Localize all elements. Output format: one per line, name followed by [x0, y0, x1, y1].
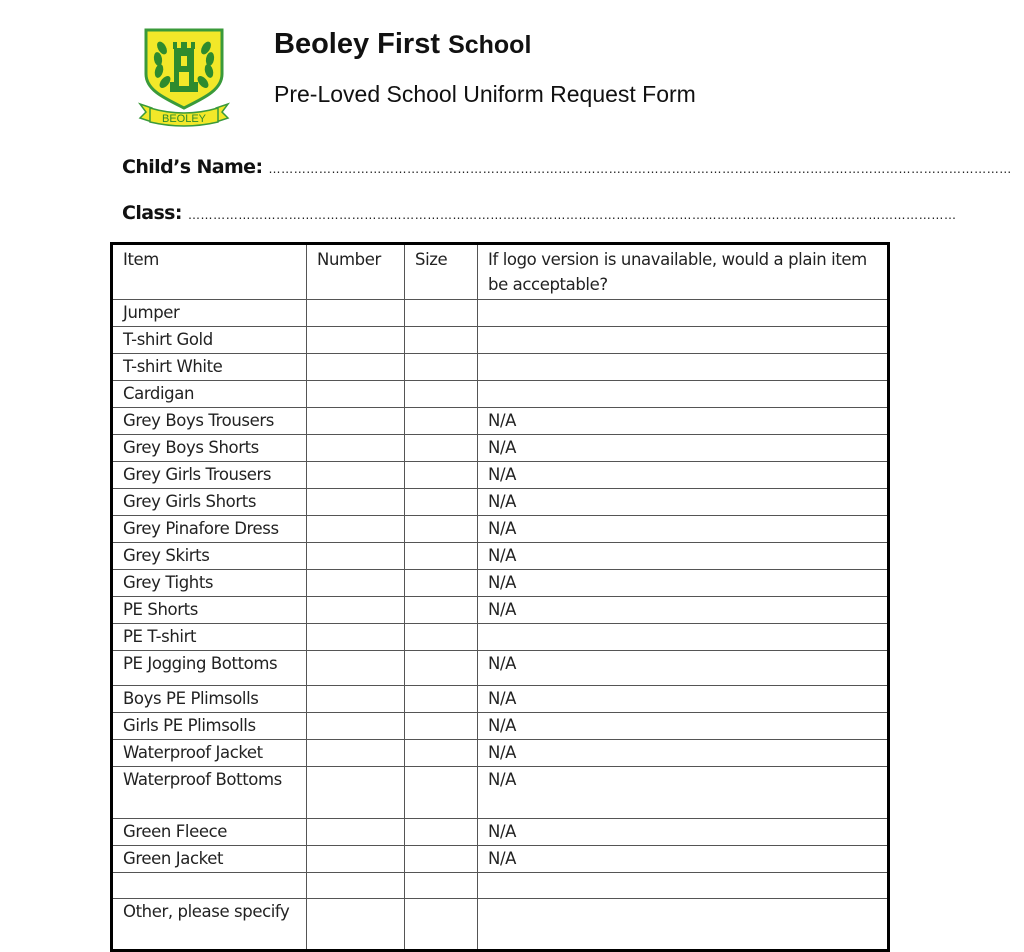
size-cell[interactable] — [405, 462, 478, 489]
header-number: Number — [307, 244, 405, 300]
number-cell[interactable] — [307, 381, 405, 408]
size-cell[interactable] — [405, 873, 478, 899]
number-cell[interactable] — [307, 570, 405, 597]
plain-acceptable-cell[interactable]: N/A — [478, 516, 889, 543]
number-cell[interactable] — [307, 300, 405, 327]
size-cell[interactable] — [405, 740, 478, 767]
item-cell: T-shirt Gold — [112, 327, 307, 354]
plain-acceptable-cell[interactable]: N/A — [478, 767, 889, 819]
item-cell: Jumper — [112, 300, 307, 327]
table-row — [112, 327, 889, 354]
size-cell[interactable] — [405, 489, 478, 516]
class-dotted-line[interactable]: ………………………………………………………………………………………………………………………………………………………………… — [187, 208, 957, 222]
size-cell[interactable] — [405, 686, 478, 713]
table-row — [112, 767, 889, 819]
plain-acceptable-cell[interactable]: N/A — [478, 489, 889, 516]
item-cell: PE Jogging Bottoms — [112, 651, 307, 686]
item-cell: Cardigan — [112, 381, 307, 408]
size-cell[interactable] — [405, 435, 478, 462]
size-cell[interactable] — [405, 597, 478, 624]
table-row — [112, 300, 889, 327]
number-cell[interactable] — [307, 740, 405, 767]
size-cell[interactable] — [405, 846, 478, 873]
table-row — [112, 846, 889, 873]
size-cell[interactable] — [405, 516, 478, 543]
class-field[interactable] — [122, 202, 957, 224]
plain-acceptable-cell[interactable]: N/A — [478, 846, 889, 873]
table-row — [112, 873, 889, 899]
table-header-row — [112, 244, 889, 300]
item-cell: Green Jacket — [112, 846, 307, 873]
plain-acceptable-cell[interactable] — [478, 300, 889, 327]
plain-acceptable-cell[interactable]: N/A — [478, 570, 889, 597]
item-cell: Grey Boys Trousers — [112, 408, 307, 435]
plain-acceptable-cell[interactable]: N/A — [478, 713, 889, 740]
item-cell: Grey Skirts — [112, 543, 307, 570]
school-name-suffix: School — [448, 31, 532, 59]
child-name-field[interactable] — [122, 156, 1012, 178]
item-cell: Green Fleece — [112, 819, 307, 846]
number-cell[interactable] — [307, 462, 405, 489]
plain-acceptable-cell[interactable] — [478, 354, 889, 381]
table-row — [112, 516, 889, 543]
table-row — [112, 570, 889, 597]
size-cell[interactable] — [405, 381, 478, 408]
table-row — [112, 543, 889, 570]
plain-acceptable-cell[interactable] — [478, 381, 889, 408]
size-cell[interactable] — [405, 899, 478, 951]
number-cell[interactable] — [307, 873, 405, 899]
number-cell[interactable] — [307, 408, 405, 435]
header-size: Size — [405, 244, 478, 300]
number-cell[interactable] — [307, 435, 405, 462]
plain-acceptable-cell[interactable] — [478, 899, 889, 951]
plain-acceptable-cell[interactable]: N/A — [478, 408, 889, 435]
item-cell: PE Shorts — [112, 597, 307, 624]
crest-banner-text: BEOLEY — [161, 113, 207, 125]
school-crest-logo — [138, 26, 230, 128]
size-cell[interactable] — [405, 408, 478, 435]
item-cell: Grey Girls Trousers — [112, 462, 307, 489]
size-cell[interactable] — [405, 570, 478, 597]
child-name-label: Child’s Name: — [122, 156, 263, 178]
table-row — [112, 819, 889, 846]
plain-acceptable-cell[interactable]: N/A — [478, 819, 889, 846]
number-cell[interactable] — [307, 327, 405, 354]
child-name-dotted-line[interactable]: …………………………………………………………………………………………………………………………………………………………… — [268, 162, 1012, 176]
plain-acceptable-cell[interactable]: N/A — [478, 740, 889, 767]
header-plain-acceptable: If logo version is unavailable, would a plain item be acceptable? — [478, 244, 889, 300]
number-cell[interactable] — [307, 819, 405, 846]
number-cell[interactable] — [307, 767, 405, 819]
item-cell: Boys PE Plimsolls — [112, 686, 307, 713]
table-row — [112, 435, 889, 462]
item-cell: Grey Tights — [112, 570, 307, 597]
table-row — [112, 597, 889, 624]
table-row — [112, 489, 889, 516]
number-cell[interactable] — [307, 597, 405, 624]
header-item: Item — [112, 244, 307, 300]
table-row — [112, 462, 889, 489]
plain-acceptable-cell[interactable]: N/A — [478, 435, 889, 462]
form-title: Pre-Loved School Uniform Request Form — [274, 81, 696, 107]
number-cell[interactable] — [307, 354, 405, 381]
size-cell[interactable] — [405, 354, 478, 381]
plain-acceptable-cell[interactable] — [478, 327, 889, 354]
table-row — [112, 651, 889, 686]
plain-acceptable-cell[interactable]: N/A — [478, 686, 889, 713]
number-cell[interactable] — [307, 651, 405, 686]
item-cell: Waterproof Bottoms — [112, 767, 307, 819]
plain-acceptable-cell[interactable] — [478, 624, 889, 651]
table-row — [112, 624, 889, 651]
plain-acceptable-cell[interactable] — [478, 873, 889, 899]
number-cell[interactable] — [307, 489, 405, 516]
size-cell[interactable] — [405, 767, 478, 819]
number-cell[interactable] — [307, 713, 405, 740]
item-cell: T-shirt White — [112, 354, 307, 381]
class-label: Class: — [122, 202, 182, 224]
school-name — [274, 28, 531, 61]
table-row — [112, 408, 889, 435]
number-cell[interactable] — [307, 686, 405, 713]
size-cell[interactable] — [405, 300, 478, 327]
size-cell[interactable] — [405, 713, 478, 740]
size-cell[interactable] — [405, 327, 478, 354]
uniform-request-table — [110, 242, 890, 952]
table-row — [112, 713, 889, 740]
table-row — [112, 686, 889, 713]
table-row — [112, 381, 889, 408]
item-cell — [112, 873, 307, 899]
size-cell[interactable] — [405, 624, 478, 651]
plain-acceptable-cell[interactable]: N/A — [478, 651, 889, 686]
item-cell: Girls PE Plimsolls — [112, 713, 307, 740]
table-row — [112, 740, 889, 767]
number-cell[interactable] — [307, 846, 405, 873]
table-row — [112, 354, 889, 381]
number-cell[interactable] — [307, 899, 405, 951]
number-cell[interactable] — [307, 516, 405, 543]
size-cell[interactable] — [405, 543, 478, 570]
size-cell[interactable] — [405, 651, 478, 686]
item-cell: PE T-shirt — [112, 624, 307, 651]
number-cell[interactable] — [307, 624, 405, 651]
table-row — [112, 899, 889, 951]
item-cell: Other, please specify — [112, 899, 307, 951]
school-name-main: Beoley First — [274, 28, 440, 60]
plain-acceptable-cell[interactable]: N/A — [478, 462, 889, 489]
item-cell: Grey Girls Shorts — [112, 489, 307, 516]
plain-acceptable-cell[interactable]: N/A — [478, 597, 889, 624]
item-cell: Grey Pinafore Dress — [112, 516, 307, 543]
number-cell[interactable] — [307, 543, 405, 570]
plain-acceptable-cell[interactable]: N/A — [478, 543, 889, 570]
size-cell[interactable] — [405, 819, 478, 846]
item-cell: Grey Boys Shorts — [112, 435, 307, 462]
item-cell: Waterproof Jacket — [112, 740, 307, 767]
